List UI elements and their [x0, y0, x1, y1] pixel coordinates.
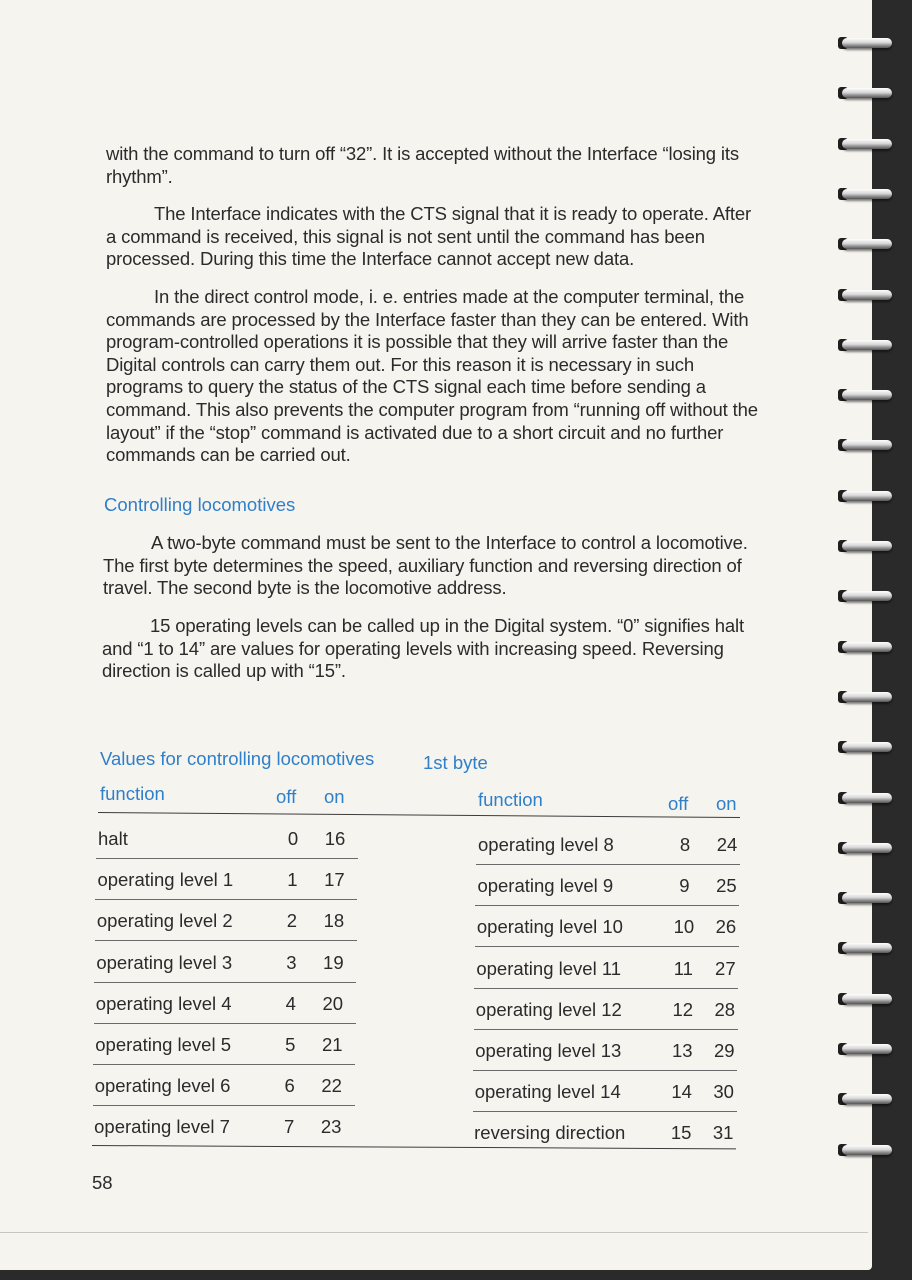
right-row-row-rule-5 — [474, 1029, 738, 1030]
spiral-ring — [838, 235, 896, 253]
spiral-ring — [838, 436, 896, 454]
left-row-on-1: 16 — [324, 828, 346, 849]
left-row-on-8: 23 — [320, 1116, 342, 1138]
paragraph-1: with the command to turn off “32”. It is accepted without the Interface “losing its rhythm”. — [106, 143, 739, 187]
spiral-ring — [838, 336, 896, 354]
page-number: 58 — [92, 1172, 113, 1193]
spiral-ring — [838, 286, 896, 304]
spiral-wire — [842, 88, 892, 98]
right-row-function-4: operating level 11 — [476, 957, 622, 979]
left-row-row-rule-2 — [95, 899, 357, 900]
spiral-wire — [842, 742, 892, 752]
spiral-ring — [838, 487, 896, 505]
right-row-function-1: operating level 8 — [478, 834, 614, 855]
left-row-on-2: 17 — [324, 869, 345, 891]
spiral-wire — [842, 139, 892, 149]
right-row-on-1: 24 — [716, 834, 738, 855]
left-row-function-4: operating level 3 — [96, 951, 233, 973]
spiral-wire — [842, 38, 892, 48]
spiral-wire — [842, 893, 892, 903]
left-row-row-rule-4 — [94, 982, 356, 983]
left-row-on-5: 20 — [322, 992, 344, 1014]
right-row-off-3: 10 — [673, 916, 695, 938]
left-row-off-2: 1 — [287, 869, 298, 891]
left-header-on: on — [324, 786, 345, 807]
left-row-function-6: operating level 5 — [95, 1034, 232, 1055]
right-row-row-rule-3 — [475, 946, 739, 947]
spiral-ring — [838, 839, 896, 857]
right-row-on-4: 27 — [715, 957, 736, 979]
left-row-row-rule-7 — [93, 1105, 355, 1106]
spiral-ring — [838, 386, 896, 404]
left-row-function-3: operating level 2 — [96, 910, 233, 932]
table-title: Values for controlling locomotives — [100, 748, 375, 769]
left-row-off-3: 2 — [286, 910, 298, 932]
right-row-off-8: 15 — [670, 1122, 692, 1144]
right-row-row-rule-1 — [476, 864, 740, 865]
left-row-function-5: operating level 4 — [95, 992, 232, 1014]
spiral-wire — [842, 541, 892, 551]
spiral-ring — [838, 34, 896, 52]
left-header-off: off — [276, 786, 297, 807]
right-header-on: on — [716, 793, 737, 814]
right-row-off-7: 14 — [671, 1081, 692, 1103]
locomotive-values-table — [92, 748, 752, 1158]
left-row-off-7: 6 — [284, 1075, 295, 1097]
spiral-wire — [842, 1044, 892, 1054]
right-row-function-6: operating level 13 — [475, 1040, 622, 1061]
left-row-function-7: operating level 6 — [94, 1075, 231, 1097]
spiral-wire — [842, 943, 892, 953]
left-row-on-7: 22 — [321, 1075, 342, 1097]
spiral-ring — [838, 1141, 896, 1159]
right-row-on-6: 29 — [713, 1040, 735, 1061]
spiral-wire — [842, 692, 892, 702]
spiral-ring — [838, 1040, 896, 1058]
spiral-wire — [842, 189, 892, 199]
left-row-function-1: halt — [98, 828, 128, 849]
spiral-ring — [838, 587, 896, 605]
spiral-ring — [838, 1090, 896, 1108]
right-header-off: off — [668, 793, 689, 814]
right-row-off-6: 13 — [671, 1040, 693, 1061]
right-row-on-8: 31 — [712, 1122, 734, 1144]
left-row-row-rule-6 — [93, 1064, 355, 1065]
right-row-row-rule-4 — [474, 988, 738, 989]
spiral-wire — [842, 843, 892, 853]
spiral-ring — [838, 185, 896, 203]
left-row-function-2: operating level 1 — [97, 869, 234, 891]
right-row-off-1: 8 — [679, 834, 691, 855]
table-subtitle: 1st byte — [423, 752, 488, 773]
left-row-on-3: 18 — [323, 910, 345, 932]
spiral-ring — [838, 990, 896, 1008]
spiral-ring — [838, 789, 896, 807]
left-row-on-6: 21 — [321, 1034, 343, 1055]
spiral-wire — [842, 340, 892, 350]
spiral-wire — [842, 1094, 892, 1104]
right-row-on-2: 25 — [716, 875, 737, 897]
paragraph-4: A two-byte command must be sent to the Interface to control a locomotive. The first byte determines the speed, auxiliary function and reversing direction of travel. The second byte is the locomotive address. — [103, 532, 748, 599]
paragraph-3: In the direct control mode, i. e. entries made at the computer terminal, the commands are processed by the Interface faster than they can be entered. With program-controlled operations it is possible that they will arrive faster than the Digital controls can carry them out. For this reason it is necessary in such programs to query the status of the CTS signal each time before sending a command. This also prevents the computer program from “running off without the layout” if the “stop” command is activated due to a short circuit and no further commands can be carried out. — [106, 286, 758, 466]
right-row-off-2: 9 — [679, 875, 690, 897]
spiral-wire — [842, 290, 892, 300]
spiral-wire — [842, 642, 892, 652]
spiral-wire — [842, 239, 892, 249]
left-row-row-rule-3 — [95, 940, 357, 941]
paragraph-2: The Interface indicates with the CTS signal that it is ready to operate. After a command is received, this signal is not sent until the command has been processed. During this time the Interface cannot accept new data. — [106, 203, 752, 270]
spiral-ring — [838, 638, 896, 656]
right-row-on-7: 30 — [713, 1081, 734, 1103]
table-header-rule — [98, 812, 740, 818]
page-edge-line — [0, 1232, 868, 1233]
spiral-wire — [842, 491, 892, 501]
spiral-ring — [838, 135, 896, 153]
spiral-wire — [842, 591, 892, 601]
spiral-ring — [838, 889, 896, 907]
right-row-row-rule-6 — [473, 1070, 737, 1071]
spiral-ring — [838, 537, 896, 555]
spiral-wire — [842, 994, 892, 1004]
spiral-ring — [838, 688, 896, 706]
right-row-off-4: 11 — [673, 957, 693, 979]
left-row-function-8: operating level 7 — [94, 1116, 230, 1138]
spiral-wire — [842, 440, 892, 450]
left-row-off-8: 7 — [283, 1116, 295, 1138]
right-row-row-rule-7 — [473, 1111, 737, 1112]
left-header-function: function — [100, 783, 165, 804]
right-row-function-3: operating level 10 — [476, 916, 623, 938]
right-row-function-8: reversing direction — [474, 1122, 626, 1144]
paragraph-5: 15 operating levels can be called up in the Digital system. “0” signifies halt and “1 to 14” are values for operating levels with increasing speed. Reversing direction is called up with “15”. — [102, 615, 744, 682]
right-row-function-5: operating level 12 — [475, 998, 622, 1020]
spiral-wire — [842, 793, 892, 803]
right-row-on-5: 28 — [714, 998, 736, 1020]
left-row-off-1: 0 — [287, 828, 299, 849]
spiral-wire — [842, 1145, 892, 1155]
section-heading: Controlling locomotives — [104, 494, 296, 515]
spiral-binding — [838, 20, 912, 1220]
spiral-ring — [838, 939, 896, 957]
spiral-wire — [842, 390, 892, 400]
right-row-function-2: operating level 9 — [477, 875, 614, 897]
left-row-row-rule-1 — [96, 858, 358, 859]
table-bottom-rule — [92, 1145, 736, 1149]
left-row-on-4: 19 — [323, 951, 344, 973]
left-row-off-4: 3 — [286, 951, 297, 973]
left-row-off-6: 5 — [285, 1034, 296, 1055]
spiral-ring — [838, 738, 896, 756]
left-row-row-rule-5 — [94, 1023, 356, 1024]
right-row-function-7: operating level 14 — [474, 1081, 621, 1103]
left-row-off-5: 4 — [285, 992, 296, 1014]
right-row-row-rule-2 — [475, 905, 739, 906]
right-row-on-3: 26 — [715, 916, 737, 938]
spiral-ring — [838, 84, 896, 102]
right-header-function: function — [478, 789, 543, 810]
right-row-off-5: 12 — [672, 998, 694, 1020]
